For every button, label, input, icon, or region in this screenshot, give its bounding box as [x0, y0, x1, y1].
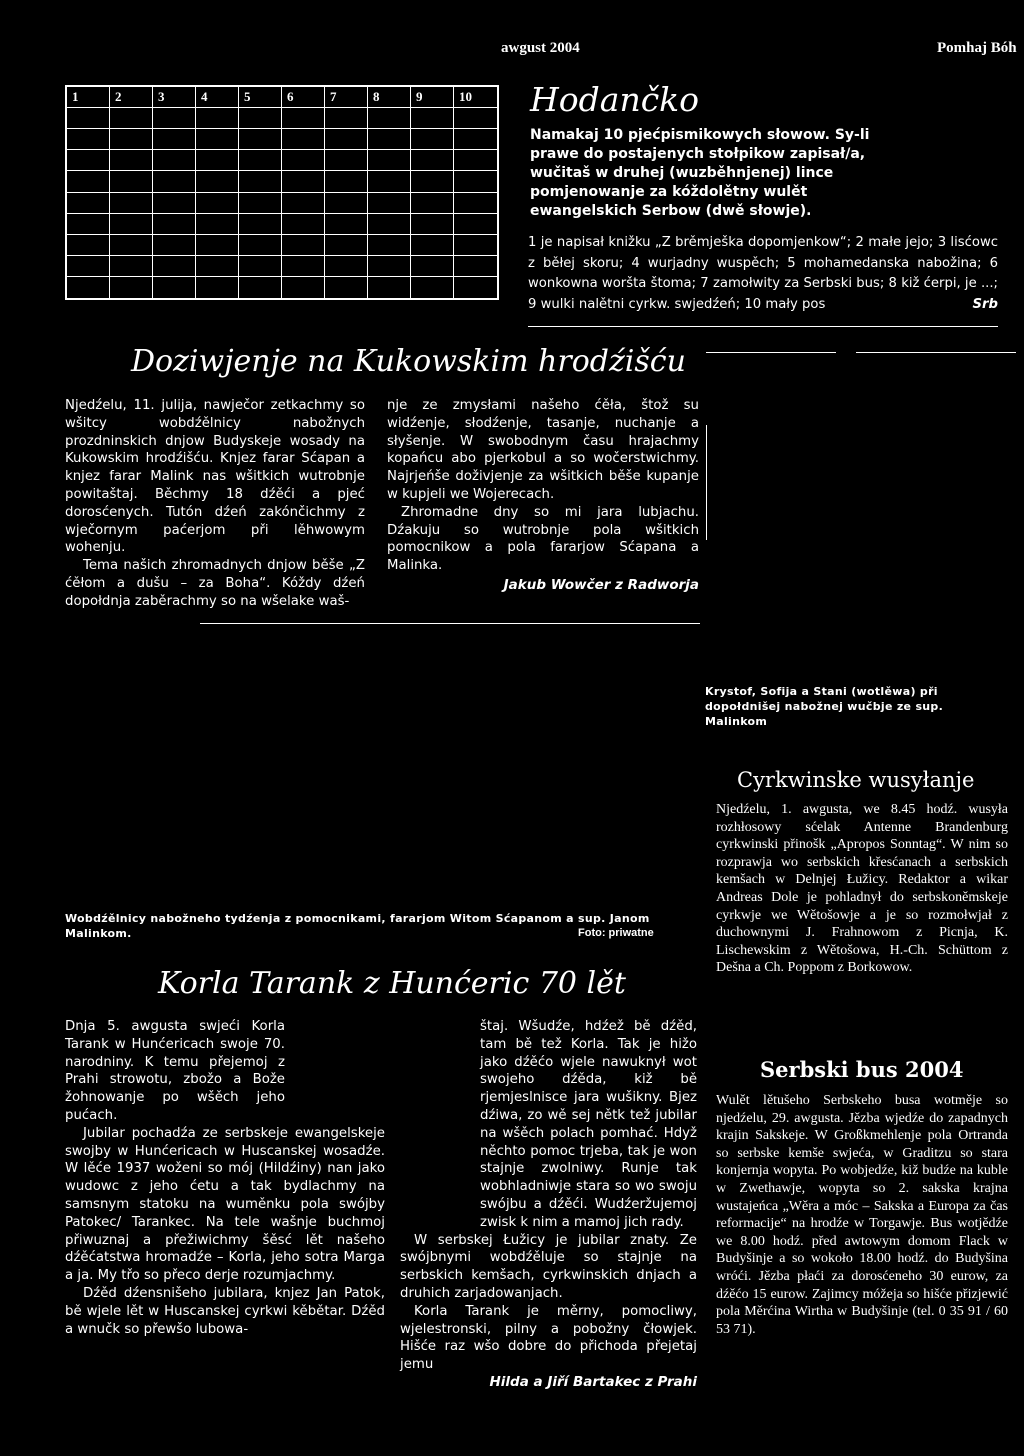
crossword-cell — [153, 235, 196, 256]
crossword-number: 3 — [158, 89, 165, 104]
crossword-cell — [239, 108, 282, 129]
crossword-number: 4 — [201, 89, 208, 104]
crossword-cell — [411, 129, 454, 150]
crossword-number: 1 — [72, 89, 79, 104]
crossword-number: 10 — [459, 89, 472, 104]
crossword-number: 9 — [416, 89, 423, 104]
crossword-cell — [239, 150, 282, 171]
crossword-cell — [153, 87, 196, 108]
crossword-instructions: Namakaj 10 pjećpismikowych słowow. Sy-li prawe do postajenych stołpikow zapisał/a, wučitaš w druhej (wuzběhnjenej) lince pomjenowanje za kóždolětny wulět ewangelskich Serbow (dwě słowje). — [530, 127, 870, 219]
crossword-cell — [454, 129, 497, 150]
crossword-cell — [368, 129, 411, 150]
crossword-cell — [411, 87, 454, 108]
article2-column-2 — [400, 1018, 697, 1392]
crossword-cell — [454, 256, 497, 277]
crossword-cell — [368, 193, 411, 214]
crossword-clues — [528, 233, 998, 315]
crossword-cell — [67, 235, 110, 256]
crossword-cell — [110, 214, 153, 235]
crossword-cell — [368, 108, 411, 129]
crossword-cell — [196, 129, 239, 150]
publication-name: Pomhaj Bóh — [937, 40, 1017, 56]
crossword-cell — [282, 214, 325, 235]
crossword-cell — [239, 277, 282, 298]
article2-signature: Hilda a Jiří Bartakec z Prahi — [489, 1373, 697, 1390]
crossword-cell — [239, 87, 282, 108]
article1-signature: Jakub Wowčer z Radworja — [503, 576, 699, 593]
crossword-cell — [239, 193, 282, 214]
crossword-cell — [153, 150, 196, 171]
crossword-cell — [153, 193, 196, 214]
crossword-cell — [239, 214, 282, 235]
crossword-cell — [110, 171, 153, 192]
crossword-cell — [411, 277, 454, 298]
photo-frame-line — [856, 352, 1016, 353]
crossword-cell — [411, 256, 454, 277]
crossword-cell — [368, 235, 411, 256]
photo-children — [706, 350, 1024, 670]
crossword-cell — [368, 171, 411, 192]
crossword-cell — [411, 171, 454, 192]
crossword-cell — [67, 277, 110, 298]
crossword-number: 8 — [373, 89, 380, 104]
bus-text: Wulět lětušeho Serbskeho busa wotměje so njedźelu, 29. awgusta. Jězba wjedźe do zapadnych krajin Sakskeje. W Großkmehlenje pola Ortranda so serbske kemše swjeća, w Graditzu so stara konjernja wopyta. Po wobjedźe, kiž budźe na kuble w Zwethawje, wopyta so 2. sakska krajna wustajeńca „Wěra a móc – Sakska a Europa za čas reformacije“ na hrodźe w Torgawje. Bus wotjědźe we 8.00 hodź. před awtowym domom Flack w Budyšinje a so wokoło 18.00 hodź. do Budyšina wróći. Jězba płaći za dorosćeneho 30 eurow, za dźěćo 15 eurow. Zajimcy móžeja so hišće přizjewić pola Měrćina Wirtha w Budyšinje (tel. 0 35 91 / 60 53 71). — [716, 1093, 1008, 1337]
crossword-cell — [153, 214, 196, 235]
crossword-cell — [196, 214, 239, 235]
crossword-cell — [325, 108, 368, 129]
crossword-cell — [196, 108, 239, 129]
crossword-cell — [411, 235, 454, 256]
divider-top — [528, 326, 998, 327]
crossword-cell — [196, 193, 239, 214]
crossword-number: 2 — [115, 89, 122, 104]
article1-title: Doziwjenje na Kukowskim hrodźišću — [131, 344, 686, 379]
crossword-cell — [454, 171, 497, 192]
crossword-cell — [196, 171, 239, 192]
photo-frame-edge — [706, 425, 707, 540]
article1-paragraph: Tema našich zhromadnych dnjow běše „Z ćěłom a dušu – za Boha“. Kóždy dźeń dopołdnja zaběrachmy so na wšelake waš- — [65, 558, 365, 609]
crossword-cell — [325, 277, 368, 298]
crossword-title: Hodančko — [530, 80, 700, 119]
crossword-cell — [110, 129, 153, 150]
crossword-cell — [196, 235, 239, 256]
article1-column-2 — [387, 397, 699, 595]
crossword-cell — [454, 193, 497, 214]
article1-paragraph: Njedźelu, 11. julija, nawječor zetkachmy so wšitcy wobdźělnicy nabožnych prozdninskich dnjow Budyskeje wosady na Kukowskim hrodźišću. Knjez farar Sćapan a knjez farar Malink nas wšitkich wutrobnje powitaštaj. Běchmy 18 dźěći a pjeć dorosćenych. Tutón dźeń zakónčichmy z wječornym paćerjom při lěhwowym wohenju. — [65, 398, 365, 556]
crossword-cell — [454, 87, 497, 108]
crossword-cell — [411, 214, 454, 235]
crossword-cell — [411, 108, 454, 129]
crossword-cell — [67, 171, 110, 192]
crossword-cell — [67, 214, 110, 235]
crossword-cell — [282, 150, 325, 171]
crossword-cell — [282, 171, 325, 192]
crossword-grid — [65, 85, 499, 300]
crossword-cell — [454, 235, 497, 256]
crossword-author: Srb — [972, 296, 998, 312]
crossword-cell — [282, 108, 325, 129]
bus-title: Serbski bus 2004 — [760, 1057, 964, 1082]
crossword-cell — [282, 277, 325, 298]
crossword-cell — [239, 256, 282, 277]
crossword-cell — [110, 235, 153, 256]
crossword-cell — [325, 193, 368, 214]
article1-paragraph: Zhromadne dny so mi jara lubjachu. Dźakuju so wutrobnje pola wšitkich pomocnikow a pola fararjow Sćapana a Malinka. — [387, 504, 699, 574]
article2-title: Korla Tarank z Hunćeric 70 lět — [158, 966, 626, 1001]
crossword-cell — [67, 129, 110, 150]
crossword-cell — [196, 150, 239, 171]
crossword-cell — [282, 235, 325, 256]
crossword-cell — [454, 108, 497, 129]
crossword-cell — [368, 256, 411, 277]
crossword-number: 7 — [330, 89, 337, 104]
crossword-cell — [67, 256, 110, 277]
crossword-cell — [110, 277, 153, 298]
article2-paragraph: Dnja 5. awgusta swjeći Korla Tarank w Hunćericach swoje 70. narodniny. K temu přejemoj z Prahi strowotu, zbožo a Bože žohnowanje po wšěch jeho pućach. — [65, 1019, 285, 1123]
crossword-cell — [282, 87, 325, 108]
crossword-cell — [67, 150, 110, 171]
crossword-cell — [368, 277, 411, 298]
crossword-cell — [110, 150, 153, 171]
crossword-cell — [239, 235, 282, 256]
crossword-cell — [454, 214, 497, 235]
crossword-cell — [153, 256, 196, 277]
article2-paragraph: štaj. Wšudźe, hdźež bě dźěd, tam bě tež Korla. Tak je hižo jako dźěćo wjele nawuknył wot swojeho dźěda, kiž bě rjemjeslnisce jara wušikny. Bjez dźiwa, zo wě sej nětk tež jubilar na wšěch polach pomhać. Hdyž něchto pomoc trjeba, tak je won stajnje zwolniwy. Runje tak wobhladniwje stara so wo swoju swójbu a dźěći. Wudźeržujemoj zwisk k nim a mamoj jich rady. — [480, 1019, 697, 1230]
divider-article1 — [200, 623, 700, 624]
article2-paragraph: W serbskej Łužicy je jubilar znaty. Ze swójbnymi wobdźěluje so stajnje na serbskich kemšach, cyrkwinskich dnjach a druhich zarjadowanjach. — [400, 1232, 697, 1301]
crossword-cell — [282, 193, 325, 214]
crossword-cell — [153, 171, 196, 192]
crossword-cell — [239, 171, 282, 192]
crossword-cell — [153, 108, 196, 129]
crossword-cell — [110, 87, 153, 108]
issue-date: awgust 2004 — [501, 40, 580, 56]
crossword-cell — [196, 256, 239, 277]
article1-column-1 — [65, 397, 365, 611]
crossword-cell — [325, 129, 368, 150]
crossword-cell — [368, 150, 411, 171]
radio-title: Cyrkwinske wusyłanje — [737, 768, 975, 792]
article1-paragraph: nje ze zmysłami našeho ćěła, štož su widźenje, słodźenje, tasanje, nuchanje a słyšenje. W swobodnym času hrajachmy kopańcu abo pjerkobul a so wočerstwichmy. Najrjeńše doživjenje za wšitkich běše kupanje w kupjeli we Wojerecach. — [387, 398, 699, 502]
crossword-cell — [368, 87, 411, 108]
crossword-cell — [325, 256, 368, 277]
crossword-cell — [454, 150, 497, 171]
crossword-cell — [239, 129, 282, 150]
crossword-cell — [411, 150, 454, 171]
photo-group-credit: Foto: priwatne — [578, 927, 654, 939]
crossword-cell — [325, 171, 368, 192]
crossword-cell — [282, 256, 325, 277]
crossword-cell — [67, 193, 110, 214]
radio-text: Njedźelu, 1. awgusta, we 8.45 hodź. wusyła rozhłosowy sćelak Antenne Brandenburg cyrkwinski přinošk „Apropos Sonntag“. W nim so rozprawja wo serbskich křesćanach a serbskich kemšach w Delnjej Łužicy. Redaktor a wikar Andreas Dole je pohladnył do serbskoněmskeje cyrkwje we Wětošowje a je so rozmołwjał z duchownymi J. Frahnowom z Picnja, K. Lischewskim z Wětošowa, H.-Ch. Schüttom z Dešna a Ch. Poppom z Borkowow. — [716, 802, 1008, 976]
crossword-cell — [282, 129, 325, 150]
crossword-cell — [411, 193, 454, 214]
article2-column-1 — [65, 1018, 385, 1338]
crossword-cell — [325, 150, 368, 171]
crossword-cell — [67, 108, 110, 129]
crossword-number: 6 — [287, 89, 294, 104]
crossword-cell — [325, 87, 368, 108]
crossword-cell — [325, 214, 368, 235]
article2-paragraph: Korla Tarank je měrny, pomocliwy, wjelestronski, pilny a pobožny čłowjek. Hišće raz wšo dobre do přichoda přejetaj jemu — [400, 1303, 697, 1373]
crossword-cell — [196, 277, 239, 298]
crossword-cell — [110, 108, 153, 129]
crossword-cell — [196, 87, 239, 108]
crossword-cell — [110, 256, 153, 277]
photo-frame-line — [706, 352, 836, 353]
photo-group-caption: Wobdźělnicy nabožneho tydźenja z pomocnikami, fararjom Witom Sćapanom a sup. Janom Malinkom. — [65, 912, 650, 940]
crossword-cell — [454, 277, 497, 298]
crossword-cell — [110, 193, 153, 214]
article2-paragraph: Jubilar pochadźa ze serbskeje ewangelskeje swojby w Hunćericach w Huscanskej wosadźe. W lěće 1937 woženi so mój (Hildźiny) nan jako wudowc z jeho ćetu a tak bydlachmy na samsnym statoku na wuměnku pola swójby Patokec/ Tarankec. Na tele wašnje buchmoj přiwuznaj a přežiwichmy šěsć lět našeho dźěćatstwa hromadźe – Korla, jeho sotra Marga a ja. My třo so přeco derje rozumjachmy. — [65, 1125, 385, 1284]
crossword-cell — [153, 129, 196, 150]
crossword-cell — [67, 87, 110, 108]
crossword-cell — [153, 277, 196, 298]
crossword-cell — [325, 235, 368, 256]
crossword-number: 5 — [244, 89, 251, 104]
crossword-clues-text: 1 je napisał knižku „Z brěmješka dopomjenkow“; 2 małe jejo; 3 lisćowc z běłej skoru; 4 wurjadny wuspěch; 5 mohamedanska nabožina; 6 wonkowna woršta štoma; 7 zamołwity za Serbski bus; 8 kiž ćerpi, je ...; 9 wulki nalětni cyrkw. swjedźeń; 10 mały pos — [528, 235, 998, 312]
crossword-cell — [368, 214, 411, 235]
article2-paragraph: Dźěd dźensnišeho jubilara, knjez Jan Patok, bě wjele lět w Huscanskej cyrkwi kěbětar. Dźěd a wnučk so přewšo lubowa- — [65, 1285, 385, 1337]
photo-children-caption: Krystof, Sofija a Stani (wotlěwa) při dopołdnišej nabožnej wučbje ze sup. Malinkom — [705, 685, 944, 728]
